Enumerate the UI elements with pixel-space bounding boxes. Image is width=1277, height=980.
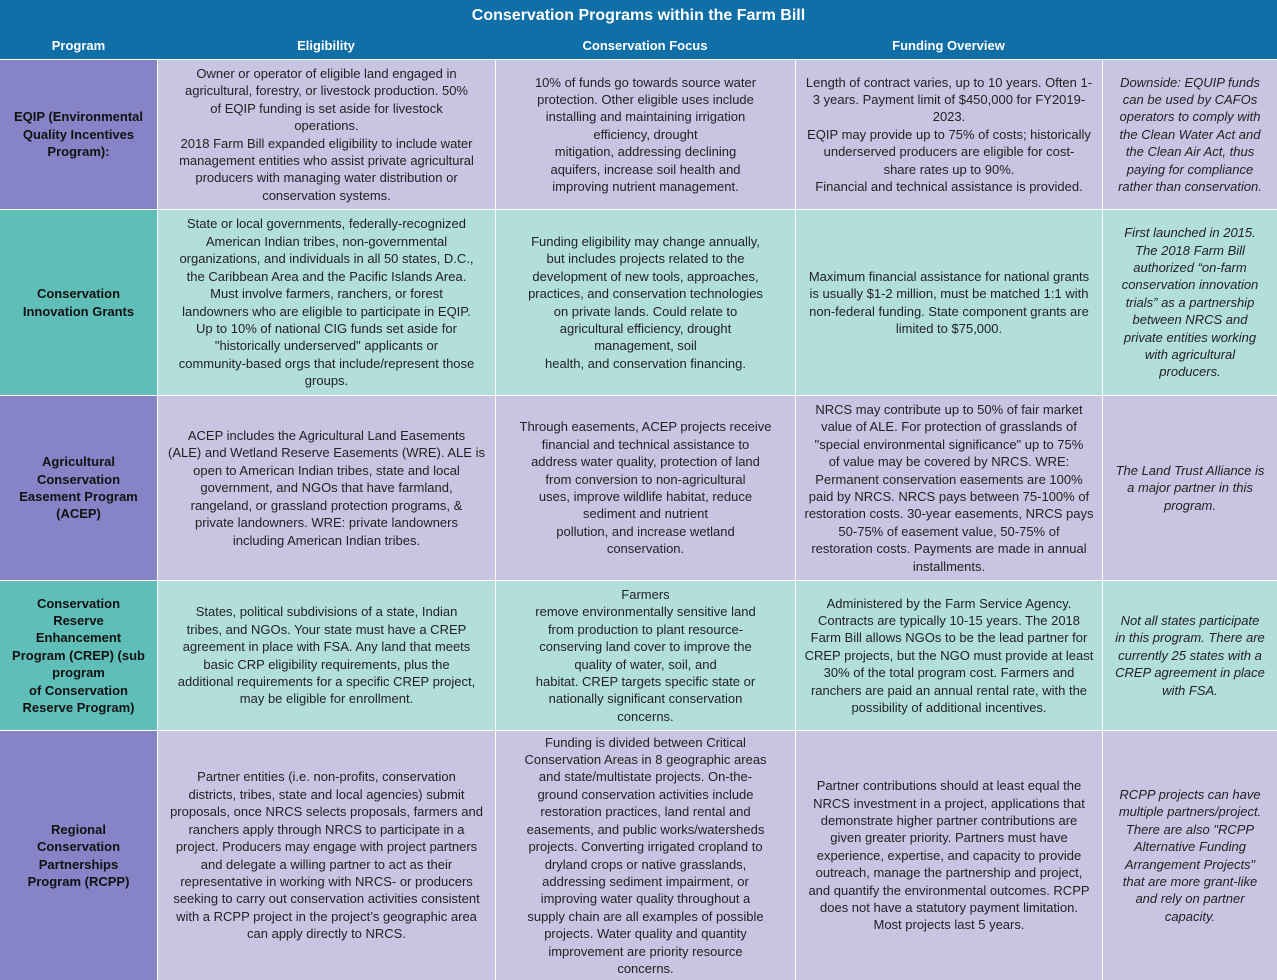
eligibility-cell: Owner or operator of eligible land engaged in agricultural, forestry, or livestock production. 50% of EQIP funding is set aside for livestock operations. 2018 Farm Bill expanded eligibility to include water management entities who assist private agricultural producers with managing water distribution or conservation systems. — [157, 60, 495, 209]
eligibility-cell: Partner entities (i.e. non-profits, conservation districts, tribes, state and local agencies) submit proposals, once NRCS selects proposals, farmers and ranchers apply through NRCS to participate in a project. Producers may engage with project partners and delegate a willing partner to act as their representative in working with NRCS- or producers seeking to carry out conservation activities consistent with a RCPP project in the project’s geographic area can apply directly to NRCS. — [157, 731, 495, 980]
table-row-acep — [0, 395, 1277, 580]
table-row-eqip — [0, 59, 1277, 209]
header-conservation-focus: Conservation Focus — [582, 38, 708, 53]
note-cell: RCPP projects can have multiple partners/project. There are also "RCPP Alternative Funding Arrangement Projects" that are more grant-like and rely on partner capacity. — [1102, 731, 1277, 980]
program-name: EQIP (Environmental Quality Incentives Program): — [0, 60, 157, 209]
focus-cell: Funding eligibility may change annually, but includes projects related to the development of new tools, approaches, practices, and conservation technologies on private lands. Could relate to agricultural efficiency, drought management, soil health, and conservation financing. — [495, 210, 795, 395]
table-row-rcpp — [0, 730, 1277, 980]
program-name: Regional Conservation Partnerships Program (RCPP) — [0, 731, 157, 980]
table-row-cig — [0, 209, 1277, 395]
eligibility-cell: States, political subdivisions of a state, Indian tribes, and NGOs. Your state must have a CREP agreement in place with FSA. Any land that meets basic CRP eligibility requirements, plus the additional requirements for a specific CREP project, may be eligible for enrollment. — [157, 581, 495, 730]
table-row-crep — [0, 580, 1277, 730]
note-cell: First launched in 2015. The 2018 Farm Bill authorized “on-farm conservation innovation trials” as a partnership between NRCS and private entities working with agricultural producers. — [1102, 210, 1277, 395]
focus-cell: Funding is divided between Critical Conservation Areas in 8 geographic areas and state/multistate projects. On-the- ground conservation activities include restoration practices, land rental and easements, and public works/watersheds projects. Converting irrigated cropland to dryland crops or native grasslands, addressing sediment impairment, or improving water quality throughout a supply chain are all examples of possible projects. Water quality and quantity improvement are priority resource concerns. — [495, 731, 795, 980]
header-funding-overview: Funding Overview — [892, 38, 1005, 53]
header-program: Program — [51, 38, 106, 53]
funding-cell: Partner contributions should at least equal the NRCS investment in a project, applications that demonstrate higher partner contributions are given greater priority. Partners must have experience, expertise, and capacity to provide outreach, manage the partnership and project, and quantify the environmental outcomes. RCPP does not have a statutory payment limitation. Most projects last 5 years. — [795, 731, 1102, 980]
header-eligibility: Eligibility — [297, 38, 355, 53]
program-name: Conservation Innovation Grants — [0, 210, 157, 395]
table-title: Conservation Programs within the Farm Bill — [0, 0, 1277, 32]
header-notes — [1102, 32, 1277, 59]
funding-cell: Administered by the Farm Service Agency. Contracts are typically 10-15 years. The 2018 Farm Bill allows NGOs to be the lead partner for CREP projects, but the NGO must provide at least 30% of the total program cost. Farmers and ranchers are paid an annual rental rate, with the possibility of additional incentives. — [795, 581, 1102, 730]
note-cell: Downside: EQUIP funds can be used by CAFOs operators to comply with the Clean Water Act and the Clean Air Act, thus paying for compliance rather than conservation. — [1102, 60, 1277, 209]
eligibility-cell: ACEP includes the Agricultural Land Easements (ALE) and Wetland Reserve Easements (WRE). ALE is open to American Indian tribes, state and local government, and NGOs that have farmland, rangeland, or grassland protection programs, & private landowners. WRE: private landowners including American Indian tribes. — [157, 396, 495, 580]
funding-cell: Maximum financial assistance for national grants is usually $1-2 million, must be matched 1:1 with non-federal funding. State component grants are limited to $75,000. — [795, 210, 1102, 395]
program-name: Agricultural Conservation Easement Program (ACEP) — [0, 396, 157, 580]
eligibility-cell: State or local governments, federally-recognized American Indian tribes, non-governmental organizations, and individuals in all 50 states, D.C., the Caribbean Area and the Pacific Islands Area. Must involve farmers, ranchers, or forest landowners who are eligible to participate in EQIP. Up to 10% of national CIG funds set aside for "historically underserved" applicants or community-based orgs that include/represent those groups. — [157, 210, 495, 395]
focus-cell: 10% of funds go towards source water protection. Other eligible uses include installing and maintaining irrigation efficiency, drought mitigation, addressing declining aquifers, increase soil health and improving nutrient management. — [495, 60, 795, 209]
program-name: Conservation Reserve Enhancement Program (CREP) (sub program of Conservation Reserve Program) — [0, 581, 157, 730]
funding-cell: NRCS may contribute up to 50% of fair market value of ALE. For protection of grasslands of "special environmental significance" up to 75% of value may be covered by NRCS. WRE: Permanent conservation easements are 100% paid by NRCS. NRCS pays between 75-100% of restoration costs. 30-year easements, NRCS pays 50-75% of easement value, 50-75% of restoration costs. Payments are made in annual installments. — [795, 396, 1102, 580]
note-cell: The Land Trust Alliance is a major partner in this program. — [1102, 396, 1277, 580]
header-row — [0, 32, 1277, 59]
focus-cell: Through easements, ACEP projects receive financial and technical assistance to address water quality, protection of land from conversion to non-agricultural uses, improve wildlife habitat, reduce sediment and nutrient pollution, and increase wetland conservation. — [495, 396, 795, 580]
note-cell: Not all states participate in this program. There are currently 25 states with a CREP agreement in place with FSA. — [1102, 581, 1277, 730]
focus-cell: Farmers remove environmentally sensitive land from production to plant resource- conserving land cover to improve the quality of water, soil, and habitat. CREP targets specific state or nationally significant conservation concerns. — [495, 581, 795, 730]
funding-cell: Length of contract varies, up to 10 years. Often 1- 3 years. Payment limit of $450,000 for FY2019- 2023. EQIP may provide up to 75% of costs; historically underserved producers are eligible for cost- share rates up to 90%. Financial and technical assistance is provided. — [795, 60, 1102, 209]
